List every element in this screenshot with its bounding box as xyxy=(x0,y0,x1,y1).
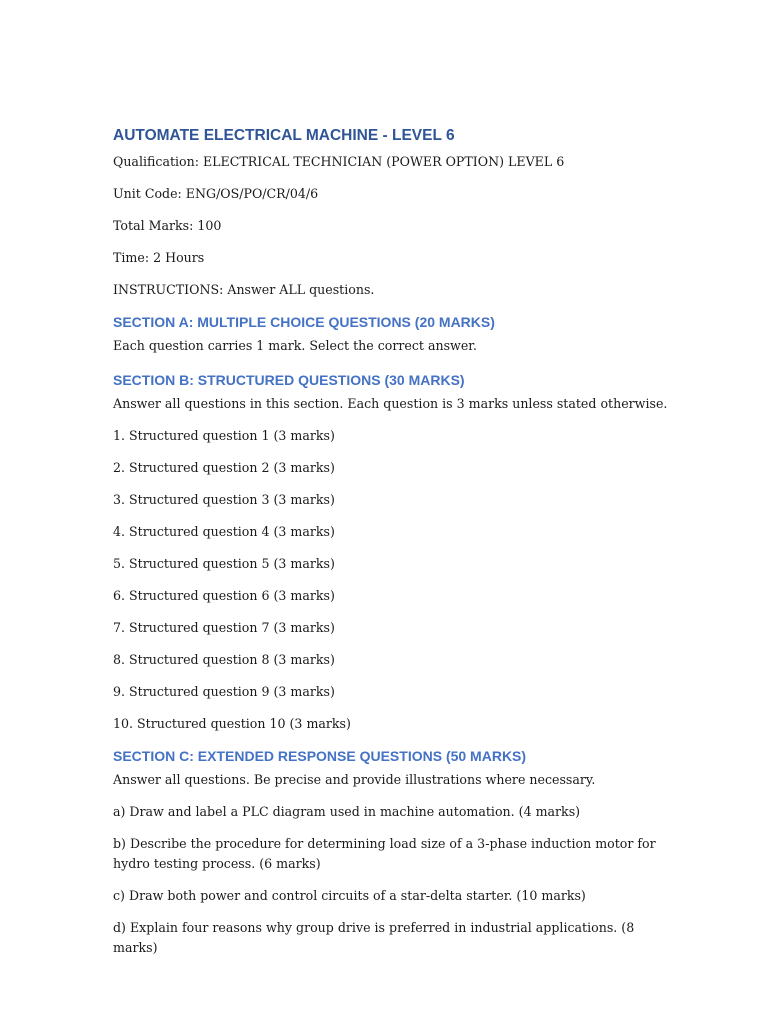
list-item: a) Draw and label a PLC diagram used in machine automation. (4 marks) xyxy=(113,804,581,819)
list-item: 6. Structured question 6 (3 marks) xyxy=(113,588,335,603)
document-title: AUTOMATE ELECTRICAL MACHINE - LEVEL 6 xyxy=(113,127,455,144)
list-item: 7. Structured question 7 (3 marks) xyxy=(113,620,335,635)
list-item: 1. Structured question 1 (3 marks) xyxy=(113,428,335,443)
list-item: b) Describe the procedure for determining load size of a 3-phase induction motor for hydro testing process. (6 marks) xyxy=(113,836,656,871)
unit-code-line: Unit Code: ENG/OS/PO/CR/04/6 xyxy=(113,186,319,201)
list-item: 8. Structured question 8 (3 marks) xyxy=(113,652,335,667)
section-a-heading: SECTION A: MULTIPLE CHOICE QUESTIONS (20 MARKS) xyxy=(113,314,495,330)
list-item: 4. Structured question 4 (3 marks) xyxy=(113,524,335,539)
section-b-question-list xyxy=(113,426,673,734)
qualification-line: Qualification: ELECTRICAL TECHNICIAN (POWER OPTION) LEVEL 6 xyxy=(113,154,565,169)
section-c-intro: Answer all questions. Be precise and provide illustrations where necessary. xyxy=(113,772,596,787)
section-b-intro: Answer all questions in this section. Each question is 3 marks unless stated otherwise. xyxy=(113,396,668,411)
instructions-line: INSTRUCTIONS: Answer ALL questions. xyxy=(113,282,375,297)
list-item: 3. Structured question 3 (3 marks) xyxy=(113,492,335,507)
list-item: 5. Structured question 5 (3 marks) xyxy=(113,556,335,571)
list-item: 2. Structured question 2 (3 marks) xyxy=(113,460,335,475)
section-c-heading: SECTION C: EXTENDED RESPONSE QUESTIONS (50 MARKS) xyxy=(113,748,527,764)
time-line: Time: 2 Hours xyxy=(113,250,205,265)
total-marks-line: Total Marks: 100 xyxy=(113,218,222,233)
list-item: 9. Structured question 9 (3 marks) xyxy=(113,684,335,699)
section-c-question-list xyxy=(113,802,673,958)
section-a-intro: Each question carries 1 mark. Select the correct answer. xyxy=(113,338,477,353)
list-item: 10. Structured question 10 (3 marks) xyxy=(113,716,351,731)
list-item: d) Explain four reasons why group drive is preferred in industrial applications. (8 marks) xyxy=(113,920,635,955)
document-page xyxy=(113,126,673,970)
list-item: c) Draw both power and control circuits of a star-delta starter. (10 marks) xyxy=(113,888,586,903)
document-meta xyxy=(113,152,673,300)
section-b-heading: SECTION B: STRUCTURED QUESTIONS (30 MARKS) xyxy=(113,372,465,388)
